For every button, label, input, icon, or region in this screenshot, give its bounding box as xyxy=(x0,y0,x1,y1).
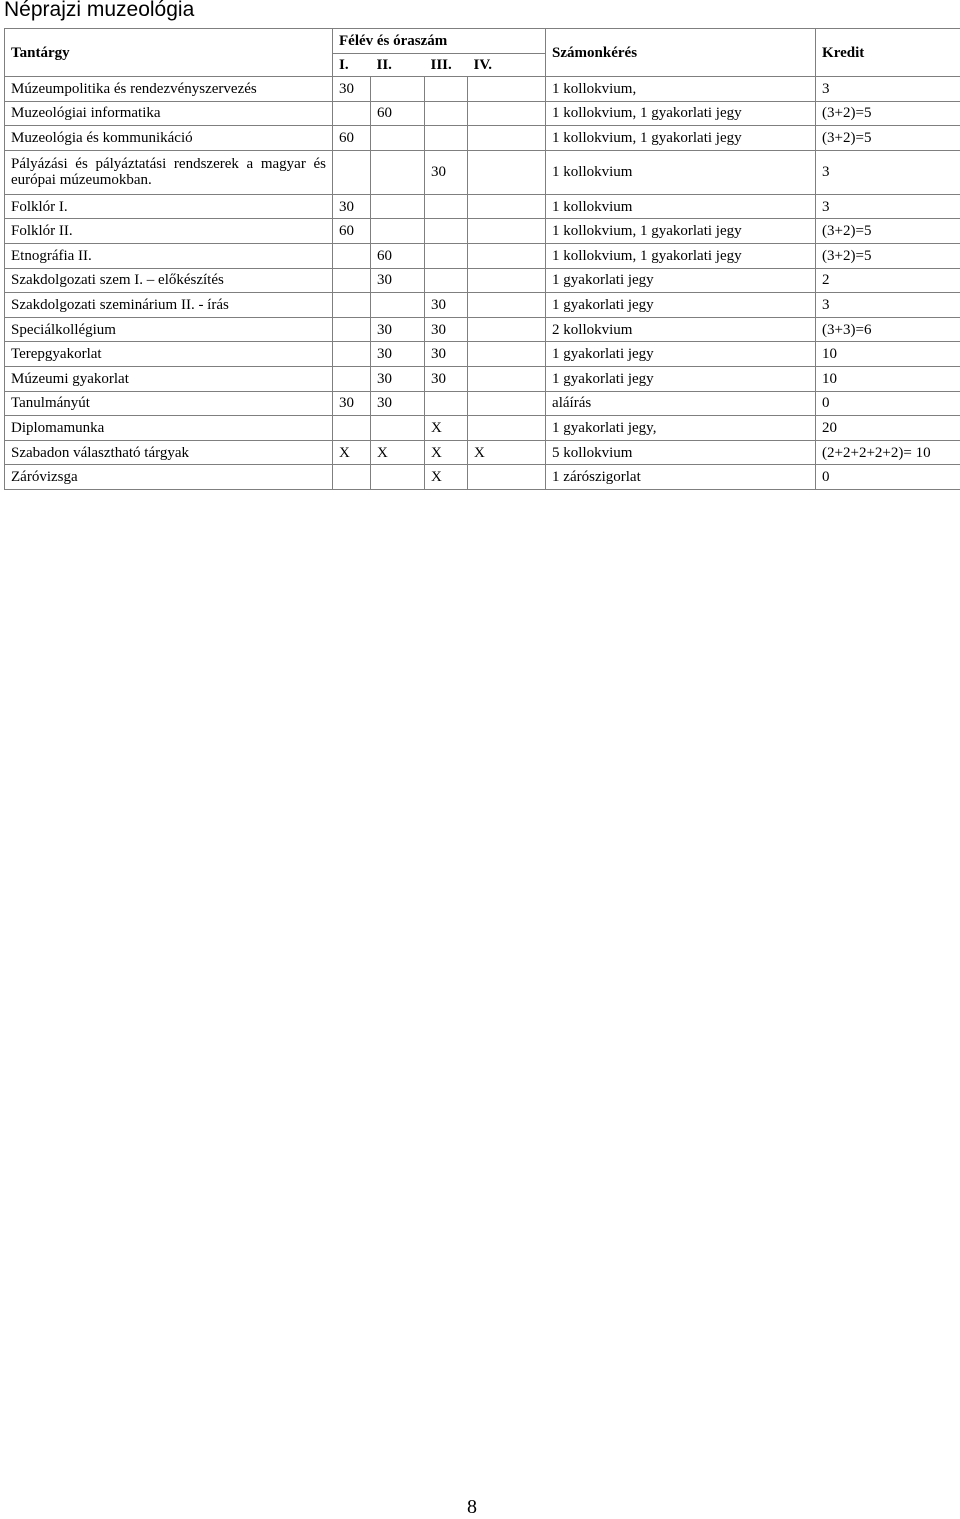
semester-3-cell xyxy=(425,243,468,268)
semester-2-cell: 30 xyxy=(371,366,425,391)
table-row xyxy=(5,243,960,268)
credit-cell: (3+2)=5 xyxy=(816,101,960,126)
assessment-cell: 1 gyakorlati jegy, xyxy=(546,416,816,441)
header-subject: Tantárgy xyxy=(5,29,333,77)
semester-4-cell xyxy=(468,416,546,441)
semester-1-cell xyxy=(333,268,371,293)
table-row xyxy=(5,317,960,342)
credit-cell: 10 xyxy=(816,342,960,367)
credit-cell: 3 xyxy=(816,293,960,318)
semester-4-cell xyxy=(468,465,546,490)
semester-4-cell: X xyxy=(468,440,546,465)
header-semester-4: IV. xyxy=(468,54,546,77)
credit-cell: 10 xyxy=(816,366,960,391)
semester-1-cell: 60 xyxy=(333,126,371,151)
semester-3-cell: 30 xyxy=(425,293,468,318)
table-row xyxy=(5,150,960,194)
subject-cell: Etnográfia II. xyxy=(5,243,333,268)
semester-2-cell xyxy=(371,77,425,102)
table-row xyxy=(5,416,960,441)
credit-cell: 20 xyxy=(816,416,960,441)
assessment-cell: 1 kollokvium, xyxy=(546,77,816,102)
credit-cell: 0 xyxy=(816,391,960,416)
semester-2-cell xyxy=(371,150,425,194)
subject-cell: Szakdolgozati szeminárium II. - írás xyxy=(5,293,333,318)
semester-4-cell xyxy=(468,293,546,318)
semester-4-cell xyxy=(468,366,546,391)
semester-2-cell xyxy=(371,293,425,318)
credit-cell: (2+2+2+2+2)= 10 xyxy=(816,440,960,465)
subject-cell: Pályázási és pályáztatási rendszerek a magyar és európai múzeumokban. xyxy=(5,150,333,194)
assessment-cell: 1 kollokvium xyxy=(546,194,816,219)
assessment-cell: 1 kollokvium, 1 gyakorlati jegy xyxy=(546,219,816,244)
semester-2-cell: 60 xyxy=(371,243,425,268)
semester-1-cell xyxy=(333,342,371,367)
semester-4-cell xyxy=(468,77,546,102)
subject-cell: Múzeumi gyakorlat xyxy=(5,366,333,391)
assessment-cell: 1 gyakorlati jegy xyxy=(546,342,816,367)
semester-1-cell xyxy=(333,317,371,342)
table-row xyxy=(5,293,960,318)
semester-3-cell xyxy=(425,126,468,151)
subject-cell: Múzeumpolitika és rendezvényszervezés xyxy=(5,77,333,102)
semester-2-cell xyxy=(371,219,425,244)
header-semester-group: Félév és óraszám xyxy=(333,29,546,54)
assessment-cell: 1 gyakorlati jegy xyxy=(546,268,816,293)
semester-3-cell xyxy=(425,268,468,293)
semester-4-cell xyxy=(468,101,546,126)
subject-cell: Speciálkollégium xyxy=(5,317,333,342)
semester-2-cell: 30 xyxy=(371,391,425,416)
table-row xyxy=(5,77,960,102)
semester-3-cell xyxy=(425,219,468,244)
assessment-cell: 1 kollokvium, 1 gyakorlati jegy xyxy=(546,243,816,268)
semester-3-cell xyxy=(425,101,468,126)
semester-3-cell: 30 xyxy=(425,342,468,367)
semester-3-cell xyxy=(425,391,468,416)
assessment-cell: 2 kollokvium xyxy=(546,317,816,342)
semester-2-cell: 60 xyxy=(371,101,425,126)
semester-3-cell: 30 xyxy=(425,150,468,194)
assessment-cell: 1 kollokvium, 1 gyakorlati jegy xyxy=(546,101,816,126)
semester-3-cell xyxy=(425,194,468,219)
credit-cell: 3 xyxy=(816,150,960,194)
table-row xyxy=(5,219,960,244)
semester-1-cell: 30 xyxy=(333,194,371,219)
semester-1-cell xyxy=(333,101,371,126)
assessment-cell: 1 kollokvium xyxy=(546,150,816,194)
credit-cell: 3 xyxy=(816,194,960,219)
semester-4-cell xyxy=(468,194,546,219)
curriculum-table xyxy=(4,28,960,490)
header-row-1 xyxy=(5,29,960,54)
table-row xyxy=(5,101,960,126)
credit-cell: (3+2)=5 xyxy=(816,126,960,151)
semester-3-cell: X xyxy=(425,416,468,441)
header-semester-3: III. xyxy=(425,54,468,77)
semester-3-cell: 30 xyxy=(425,366,468,391)
subject-cell: Folklór I. xyxy=(5,194,333,219)
table-row xyxy=(5,268,960,293)
subject-cell: Muzeológiai informatika xyxy=(5,101,333,126)
semester-4-cell xyxy=(468,126,546,151)
table-row xyxy=(5,126,960,151)
semester-4-cell xyxy=(468,150,546,194)
assessment-cell: 5 kollokvium xyxy=(546,440,816,465)
subject-cell: Tanulmányút xyxy=(5,391,333,416)
credit-cell: 2 xyxy=(816,268,960,293)
semester-3-cell: X xyxy=(425,465,468,490)
semester-4-cell xyxy=(468,243,546,268)
table-row xyxy=(5,366,960,391)
subject-cell: Szakdolgozati szem I. – előkészítés xyxy=(5,268,333,293)
semester-4-cell xyxy=(468,342,546,367)
table-body xyxy=(5,77,960,490)
semester-3-cell: X xyxy=(425,440,468,465)
semester-1-cell: X xyxy=(333,440,371,465)
table-row xyxy=(5,440,960,465)
semester-1-cell: 30 xyxy=(333,77,371,102)
credit-cell: (3+3)=6 xyxy=(816,317,960,342)
semester-2-cell: 30 xyxy=(371,268,425,293)
semester-1-cell xyxy=(333,243,371,268)
header-semester-1: I. xyxy=(333,54,371,77)
credit-cell: (3+2)=5 xyxy=(816,219,960,244)
table-row xyxy=(5,342,960,367)
assessment-cell: 1 zárószigorlat xyxy=(546,465,816,490)
semester-1-cell: 60 xyxy=(333,219,371,244)
semester-1-cell: 30 xyxy=(333,391,371,416)
semester-2-cell: X xyxy=(371,440,425,465)
header-assessment: Számonkérés xyxy=(546,29,816,77)
semester-4-cell xyxy=(468,219,546,244)
credit-cell: 3 xyxy=(816,77,960,102)
semester-1-cell xyxy=(333,416,371,441)
subject-cell: Terepgyakorlat xyxy=(5,342,333,367)
assessment-cell: 1 gyakorlati jegy xyxy=(546,366,816,391)
subject-cell: Folklór II. xyxy=(5,219,333,244)
header-credit: Kredit xyxy=(816,29,960,77)
subject-cell: Záróvizsga xyxy=(5,465,333,490)
semester-2-cell xyxy=(371,416,425,441)
credit-cell: 0 xyxy=(816,465,960,490)
semester-3-cell xyxy=(425,77,468,102)
credit-cell: (3+2)=5 xyxy=(816,243,960,268)
table-row xyxy=(5,194,960,219)
semester-2-cell: 30 xyxy=(371,342,425,367)
semester-1-cell xyxy=(333,150,371,194)
subject-cell: Diplomamunka xyxy=(5,416,333,441)
semester-3-cell: 30 xyxy=(425,317,468,342)
table-row xyxy=(5,465,960,490)
subject-cell: Muzeológia és kommunikáció xyxy=(5,126,333,151)
semester-1-cell xyxy=(333,465,371,490)
semester-4-cell xyxy=(468,268,546,293)
assessment-cell: 1 kollokvium, 1 gyakorlati jegy xyxy=(546,126,816,151)
semester-4-cell xyxy=(468,391,546,416)
page-title: Néprajzi muzeológia xyxy=(4,0,194,22)
header-semester-2: II. xyxy=(371,54,425,77)
semester-2-cell xyxy=(371,465,425,490)
semester-1-cell xyxy=(333,293,371,318)
subject-cell: Szabadon választható tárgyak xyxy=(5,440,333,465)
semester-4-cell xyxy=(468,317,546,342)
page-number: 8 xyxy=(467,1496,477,1519)
assessment-cell: 1 gyakorlati jegy xyxy=(546,293,816,318)
semester-2-cell xyxy=(371,194,425,219)
semester-1-cell xyxy=(333,366,371,391)
semester-2-cell xyxy=(371,126,425,151)
assessment-cell: aláírás xyxy=(546,391,816,416)
semester-2-cell: 30 xyxy=(371,317,425,342)
table-row xyxy=(5,391,960,416)
